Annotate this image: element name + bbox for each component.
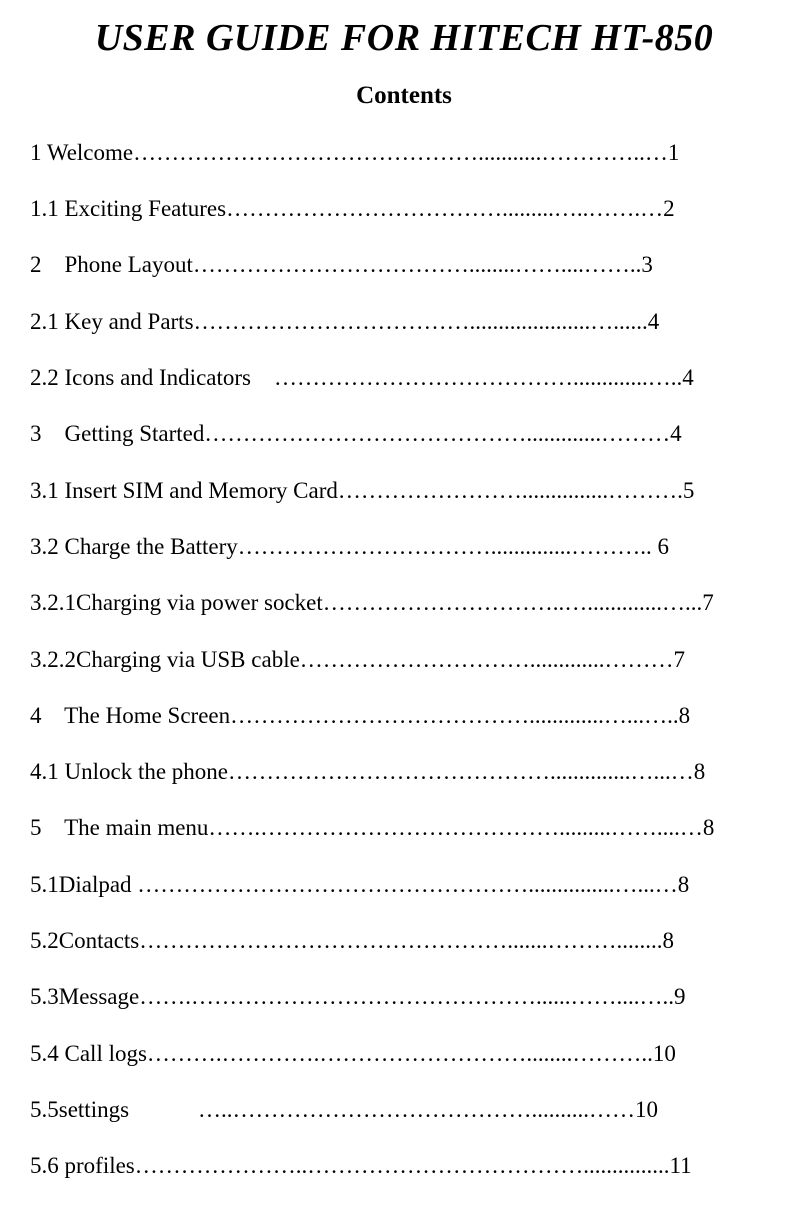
toc-entry: 5.4 Call logs……….………….………………………........………..10: [30, 1041, 676, 1066]
toc-entry: 5.6 profiles…………………..………………………………...............11: [30, 1153, 692, 1178]
toc-entry: 2 Phone Layout………………………………........……....……..3: [30, 252, 653, 277]
toc-entry: 4 The Home Screen………………………………….............…...…..8: [30, 703, 691, 728]
contents-heading: Contents: [356, 82, 452, 109]
toc-entry: 3.2 Charge the Battery……………………………..............……….. 6: [30, 534, 670, 559]
toc-entry: 3 Getting Started…………………………………….............………4: [30, 421, 682, 446]
toc-entry: 5.5settings …..…………………………………..........……10: [30, 1097, 659, 1122]
toc-entry: 2.2 Icons and Indicators ………………………………….............…..4: [30, 365, 694, 390]
toc-entry: 3.1 Insert SIM and Memory Card……………………...............……….5: [30, 478, 695, 503]
toc-entry: 5 The main menu…….………………………………….........……....…8: [30, 815, 715, 840]
toc-entry: 5.3Message…….………………………………………......……....…..9: [30, 984, 686, 1009]
page-title: USER GUIDE FOR HITECH HT-850: [94, 17, 714, 59]
toc-entry: 1.1 Exciting Features……………………………….........…..…….…2: [30, 196, 675, 221]
toc-entry: 3.2.2Charging via USB cable………………………….............………7: [30, 647, 686, 672]
toc-entry: 4.1 Unlock the phone……………………………………..............…...…8: [30, 759, 706, 784]
toc-entry: 3.2.1Charging via power socket…………………………..….............…...7: [30, 590, 714, 615]
toc-entry: 5.1Dialpad ……………………………………………...............…...…8: [30, 872, 690, 897]
toc-entry: 5.2Contacts………………………………………….......………........8: [30, 928, 674, 953]
toc-entry: 2.1 Key and Parts……………………………….....................…......4: [30, 309, 660, 334]
toc-entry: 1 Welcome………………………………………...........…………..…1: [30, 140, 680, 165]
